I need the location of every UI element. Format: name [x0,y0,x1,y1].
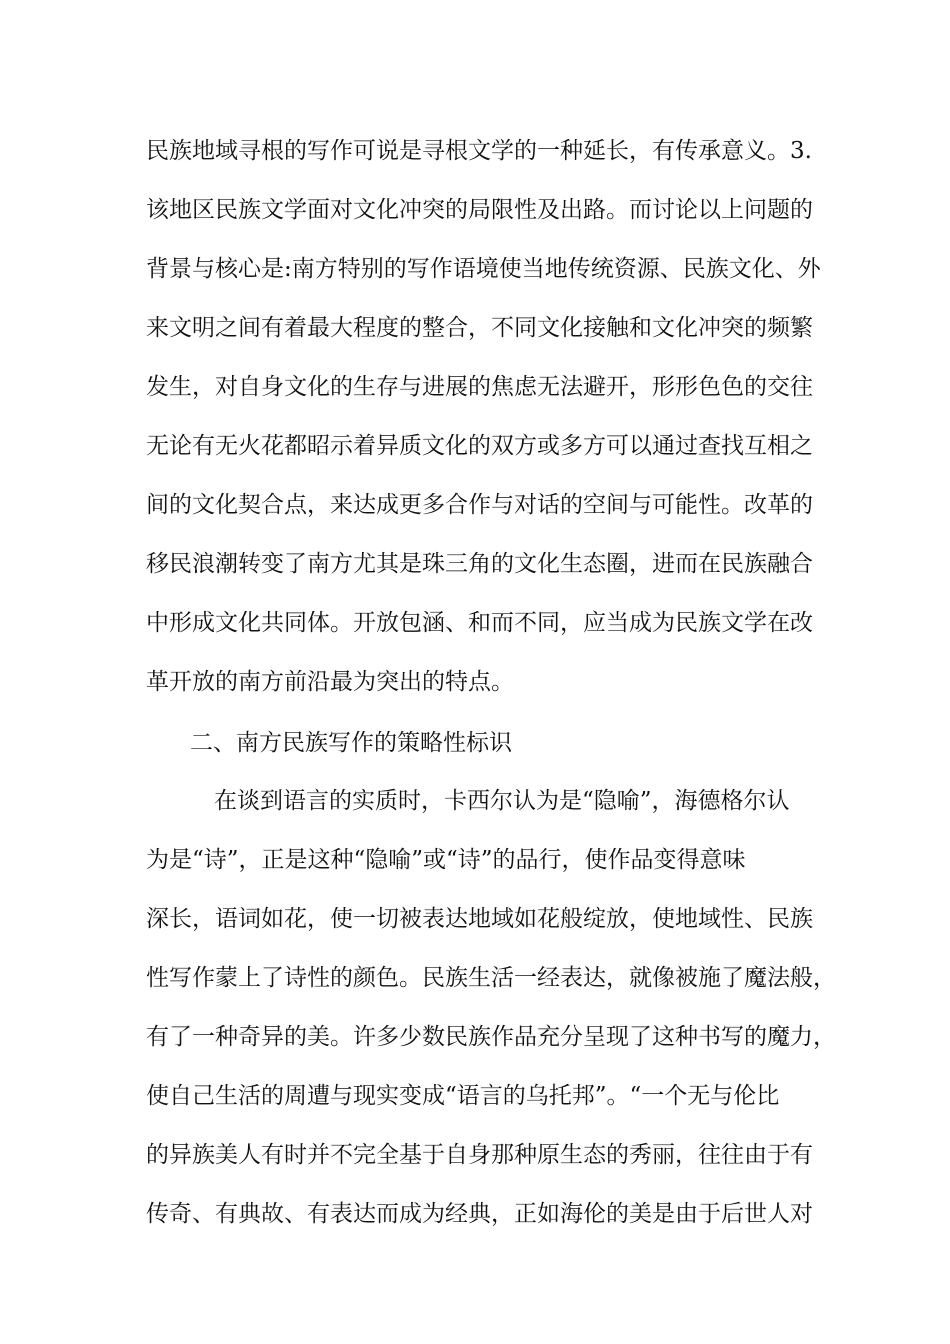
paragraph-1-line-5: 发生，对自身文化的生存与进展的焦虑无法避开，形形色色的交往 [146,374,813,400]
paragraph-1-line-4: 来文明之间有着最大程度的整合，不同文化接触和文化冲突的频繁 [146,315,813,341]
paragraph-2-line-5: 有了一种奇异的美。许多少数民族作品充分呈现了这种书写的魔力， [146,1024,836,1050]
paragraph-2-line-1: 在谈到语言的实质时，卡西尔认为是“隐喻”，海德格尔认 [214,788,790,814]
paragraph-1-line-7: 间的文化契合点，来达成更多合作与对话的空间与可能性。改革的 [146,492,813,518]
paragraph-2-line-4: 性写作蒙上了诗性的颜色。民族生活一经表达，就像被施了魔法般， [146,965,836,991]
paragraph-1-line-10: 革开放的南方前沿最为突出的特点。 [146,669,514,695]
paragraph-1-line-3: 背景与核心是:南方特别的写作语境使当地传统资源、民族文化、外 [146,256,821,282]
section-heading: 二、南方民族写作的策略性标识 [190,730,512,756]
paragraph-1-line-9: 中形成文化共同体。开放包涵、和而不同，应当成为民族文学在改 [146,610,813,636]
paragraph-2-line-6: 使自己生活的周遭与现实变成“语言的乌托邦”。“一个无与伦比 [146,1083,780,1109]
paragraph-1-line-6: 无论有无火花都昭示着异质文化的双方或多方可以通过查找互相之 [146,433,813,459]
paragraph-2-line-7: 的异族美人有时并不完全基于自身那种原生态的秀丽，往往由于有 [146,1142,813,1168]
paragraph-2-line-3: 深长，语词如花，使一切被表达地域如花般绽放，使地域性、民族 [146,906,813,932]
paragraph-1-line-2: 该地区民族文学面对文化冲突的局限性及出路。而讨论以上问题的 [146,197,813,223]
paragraph-2-line-8: 传奇、有典故、有表达而成为经典，正如海伦的美是由于后世人对 [146,1201,813,1227]
paragraph-2-line-2: 为是“诗”，正是这种“隐喻”或“诗”的品行，使作品变得意味 [146,847,746,873]
paragraph-1-line-1: 民族地域寻根的写作可说是寻根文学的一种延长，有传承意义。3. [146,138,812,164]
paragraph-1-line-8: 移民浪潮转变了南方尤其是珠三角的文化生态圈，进而在民族融合 [146,551,813,577]
